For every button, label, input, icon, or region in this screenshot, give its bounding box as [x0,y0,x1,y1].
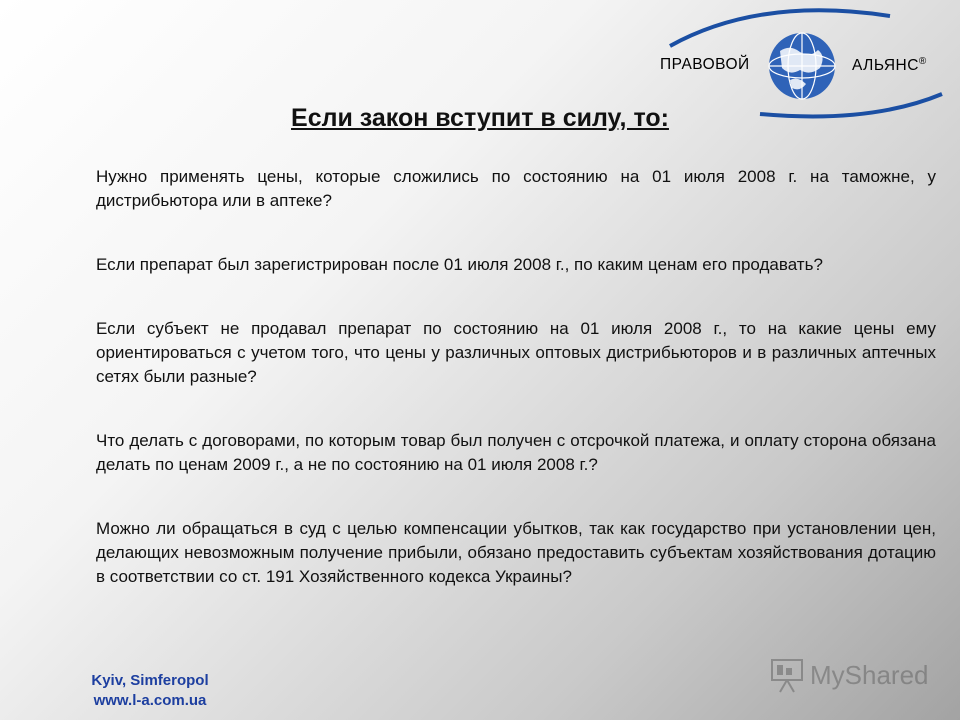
logo-text-left: ПРАВОВОЙ [660,56,750,73]
watermark [768,656,928,696]
question-paragraph-5: Можно ли обращаться в суд с целью компенсации убытков, так как государство при установлении цен, делающих невозможным получение прибыли, обязано предоставить субъектам хозяйствования дотацию в соответствии со ст. 191 Хозяйственного кодекса Украины? [96,519,936,586]
question-paragraph-1: Нужно применять цены, которые сложились по состоянию на 01 июля 2008 г. на таможне, у дистрибьютора или в аптеке? [96,167,936,210]
question-paragraph-2: Если препарат был зарегистрирован после 01 июля 2008 г., по каким ценам его продавать? [96,255,823,274]
watermark-text: MyShared [810,660,929,690]
presentation-icon [768,656,808,696]
footer-block [60,671,240,711]
slide-content [96,165,936,629]
slide-title: Если закон вступит в силу, то: [291,104,669,132]
registered-mark: ® [918,56,927,67]
footer-cities: Kyiv, Simferopol [91,672,209,689]
question-paragraph-4: Что делать с договорами, по которым товар был получен с отсрочкой платежа, и оплату сторона обязана делать по ценам 2009 г., а не по состоянию на 01 июля 2008 г.? [96,431,936,474]
question-paragraph-3: Если субъект не продавал препарат по состоянию на 01 июля 2008 г., то на какие цены ему ориентироваться с учетом того, что цены у различных оптовых дистрибьюторов и в различных аптечных сетях были разные? [96,319,936,386]
logo-text-right: АЛЬЯНС® [852,56,927,75]
footer-website-link[interactable]: www.l-a.com.ua [93,692,207,709]
